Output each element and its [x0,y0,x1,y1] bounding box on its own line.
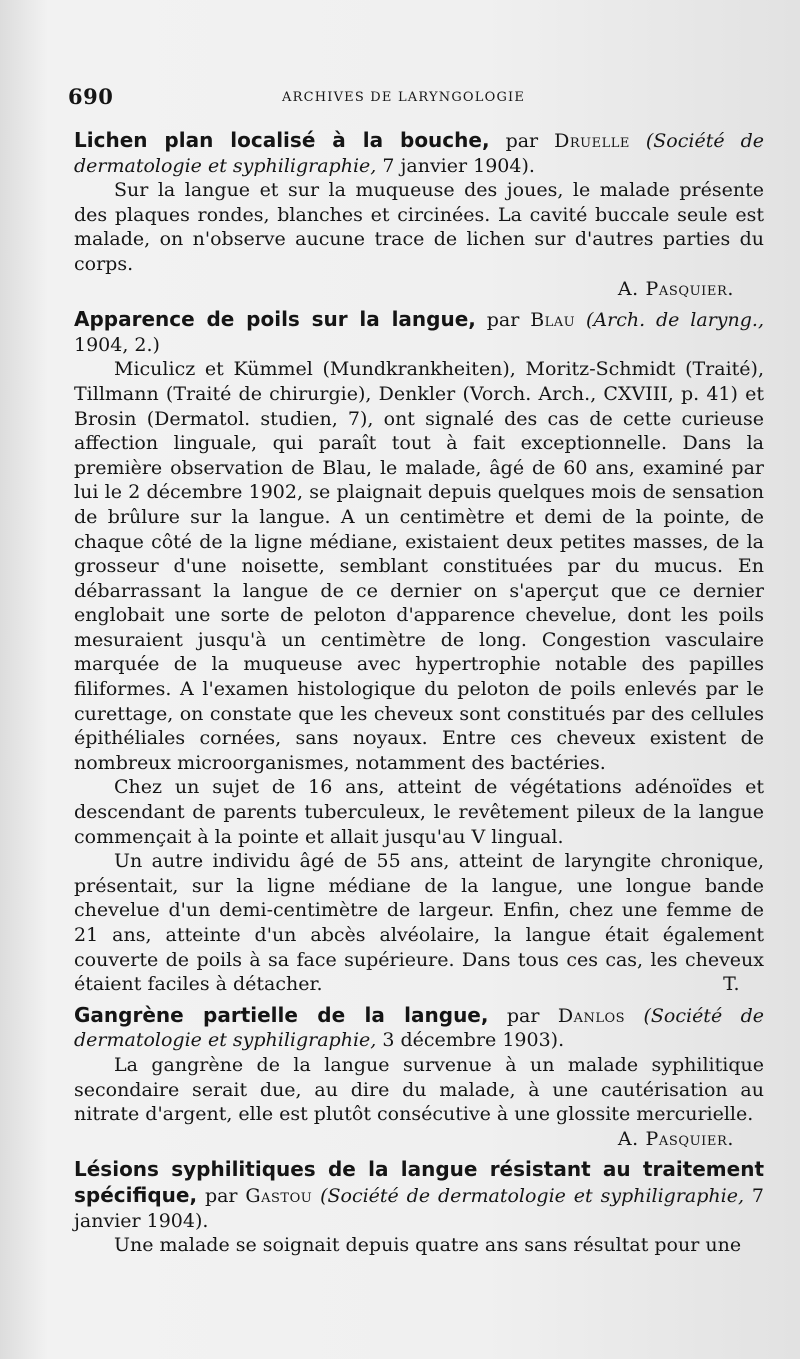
article-paragraph: Chez un sujet de 16 ans, atteint de végétations adénoïdes et descendant de parents tuberculeux, le revêtement pileux de la langue commençait à la pointe et allait jusqu'au V lingual. [74,776,764,848]
article-date: 7 janvier 1904). [74,1184,764,1232]
article-gangrene [74,1003,764,1152]
journal-title: ARCHIVES DE LARYNGOLOGIE [282,90,526,105]
page-content [74,128,764,1258]
article-lesions-syphilitiques [74,1157,764,1257]
article-heading: Lésions syphilitiques de la langue résistant au traitement spécifique, par Gastou (Société de dermatologie et syphiligraphie, 7 janvier 1904). [74,1157,764,1232]
article-poils-langue [74,307,764,997]
page-number: 690 [68,84,114,109]
article-lichen [74,128,764,301]
article-paragraph: Un autre individu âgé de 55 ans, atteint de laryngite chronique, présentait, sur la ligne médiane de la langue, une longue bande chevelue d'un demi-centimètre de largeur. Enfin, chez une femme de 21 ans, atteinte d'un abcès alvéolaire, la langue était également couverte de poils à sa face supérieure. Dans tous ces cas, les cheveux étaient faciles à détacher. T. [74,850,764,996]
article-signature: T. [723,973,740,996]
article-author: Blau [530,309,576,332]
article-signature: A. Pasquier. [617,1127,734,1150]
article-signature: A. Pasquier. [617,277,734,300]
article-author: Danlos [557,1004,626,1027]
article-heading: Apparence de poils sur la langue, par Blau (Arch. de laryng., 1904, 2.) [74,307,764,356]
article-title: Lésions syphilitiques de la langue résistant au traitement spécifique, [74,1157,764,1207]
article-paragraph: Une malade se soignait depuis quatre ans sans résultat pour une [114,1234,742,1257]
article-author: Gastou [245,1184,313,1207]
article-heading: Lichen plan localisé à la bouche, par Druelle (Société de dermatologie et syphiligraphie, 7 janvier 1904). [74,128,764,177]
article-date: 3 décembre 1903). [382,1029,565,1052]
article-title: Lichen plan localisé à la bouche, [74,128,490,152]
article-date: 7 janvier 1904). [382,154,535,177]
article-paragraph: Miculicz et Kümmel (Mundkrankheiten), Moritz-Schmidt (Traité), Tillmann (Traité de chirurgie), Denkler (Vorch. Arch., CXVIII, p. 41) et Brosin (Dermatol. studien, 7), ont signalé des cas de cette curieuse affection linguale, qui paraît tout à fait exceptionnelle. Dans la première observation de Blau, le malade, âgé de 60 ans, examiné par lui le 2 décembre 1902, se plaignait depuis quelques mois de sensation de brûlure sur la langue. A un centimètre et demi de la pointe, de chaque côté de la ligne médiane, existaient deux petites masses, de la grosseur d'une noisette, semblant constituées par du mucus. En débarrassant la langue de ce dernier on s'aperçut que ce dernier englobait une sorte de peloton d'apparence chevelue, dont les poils mesuraient jusqu'à un centimètre de long. Congestion vasculaire marquée de la muqueuse avec hypertrophie notable des papilles filiformes. A l'examen histologique du peloton de poils enlevés par le curettage, on constate que les cheveux sont constitués par des cellules épithéliales cornées, sans noyaux. Entre ces cheveux existent de nombreux microorganismes, notamment des bactéries. [74,358,764,774]
article-title: Apparence de poils sur la langue, [74,307,476,332]
article-source: (Société de dermatologie et syphiligraphie, [74,130,764,177]
article-paragraph: Sur la langue et sur la muqueuse des joues, le malade présente des plaques rondes, blanches et circinées. La cavité buccale seule est malade, on n'observe aucune trace de lichen sur d'autres parties du corps. [74,179,764,275]
article-paragraph: La gangrène de la langue survenue à un malade syphilitique secondaire serait due, au dire du malade, à une cautérisation au nitrate d'argent, elle est plutôt consécutive à une glossite mercurielle. [74,1053,764,1126]
article-source: (Société de dermatologie et syphiligraphie, [312,1184,752,1207]
article-author: Druelle [554,130,630,152]
article-title: Gangrène partielle de la langue, [74,1002,489,1027]
article-heading: Gangrène partielle de la langue, par Danlos (Société de dermatologie et syphiligraphie, 3 décembre 1903). [74,1002,764,1052]
running-head [68,84,760,114]
article-date: 1904, 2.) [74,333,160,356]
article-source: (Société de dermatologie et syphiligraphie, [74,1004,764,1052]
article-source: (Arch. de laryng., [575,309,764,332]
